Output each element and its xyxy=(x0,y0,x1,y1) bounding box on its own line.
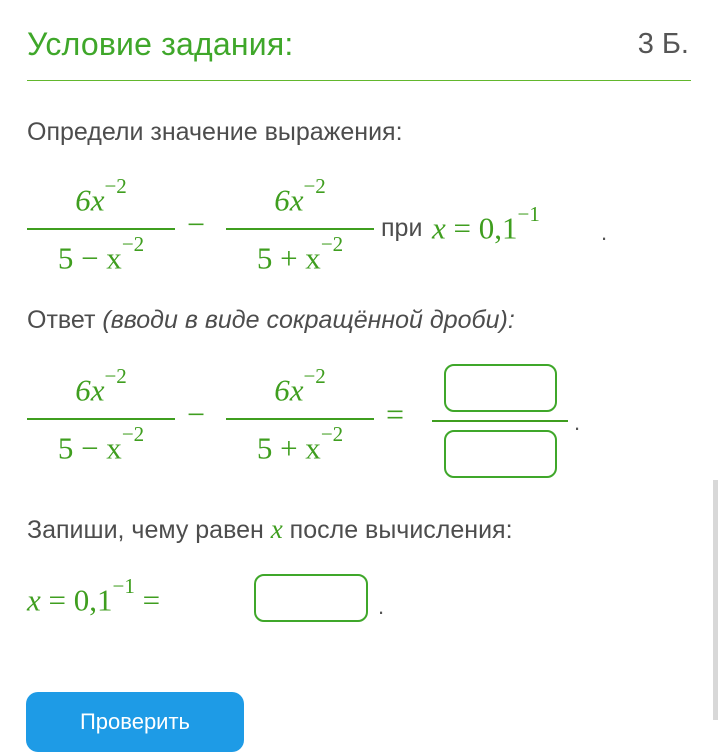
x-value-input[interactable] xyxy=(254,574,368,622)
frac1-denominator: 5 − x xyxy=(57,430,122,466)
frac1-denominator-exp: −2 xyxy=(121,422,145,446)
answer-label-prefix: Ответ xyxy=(27,306,96,334)
minus-sign: − xyxy=(187,206,206,242)
fraction-bar xyxy=(226,418,374,420)
period: . xyxy=(601,220,608,245)
fraction-2 xyxy=(226,364,374,470)
x-eq2: = xyxy=(142,582,161,618)
fraction-1 xyxy=(27,174,175,280)
x-lhs-var: x xyxy=(27,582,41,618)
task-prompt: Определи значение выражения: xyxy=(27,118,403,146)
condition-word: при xyxy=(381,214,423,242)
condition xyxy=(432,202,540,246)
condition-exp: −1 xyxy=(517,202,540,226)
answer-numerator-input[interactable] xyxy=(444,364,557,412)
check-button[interactable]: Проверить xyxy=(26,692,244,752)
x-exp: −1 xyxy=(112,574,135,598)
answer-denominator-input[interactable] xyxy=(444,430,557,478)
task-header xyxy=(27,22,691,81)
fraction-1 xyxy=(27,364,175,470)
frac2-denominator: 5 + x xyxy=(256,240,321,276)
frac1-numerator-exp: −2 xyxy=(104,364,127,388)
frac2-denominator-exp: −2 xyxy=(320,232,344,256)
task-title: Условие задания: xyxy=(27,26,294,62)
x-prompt-after: после вычисления: xyxy=(289,516,513,544)
x-prompt-before: Запиши, чему равен xyxy=(27,516,264,544)
x-eq1: = xyxy=(48,582,66,618)
frac1-numerator: 6x xyxy=(75,372,105,408)
frac2-numerator: 6x xyxy=(274,182,304,218)
fraction-bar xyxy=(27,228,175,230)
answer-fraction-bar xyxy=(432,420,568,422)
scrollbar[interactable] xyxy=(713,480,718,720)
points-badge: 3 Б. xyxy=(637,28,689,60)
frac1-numerator: 6x xyxy=(75,182,105,218)
frac1-denominator-exp: −2 xyxy=(121,232,145,256)
frac2-numerator-exp: −2 xyxy=(303,364,326,388)
x-equation xyxy=(27,574,161,618)
period: . xyxy=(574,410,581,435)
equals-sign: = xyxy=(386,396,405,432)
minus-sign: − xyxy=(187,396,206,432)
condition-eq: = xyxy=(453,210,471,246)
answer-label-hint: (вводи в виде сокращённой дроби): xyxy=(102,306,515,334)
x-value: 0,1 xyxy=(73,582,113,618)
frac1-numerator-exp: −2 xyxy=(104,174,127,198)
fraction-bar xyxy=(226,228,374,230)
frac2-denominator-exp: −2 xyxy=(320,422,344,446)
x-prompt-var: x xyxy=(270,514,283,544)
fraction-2 xyxy=(226,174,374,280)
frac1-denominator: 5 − x xyxy=(57,240,122,276)
frac2-denominator: 5 + x xyxy=(256,430,321,466)
frac2-numerator: 6x xyxy=(274,372,304,408)
condition-value: 0,1 xyxy=(478,210,518,246)
condition-var: x xyxy=(432,210,446,246)
frac2-numerator-exp: −2 xyxy=(303,174,326,198)
answer-label xyxy=(27,306,515,335)
period: . xyxy=(378,594,385,619)
fraction-bar xyxy=(27,418,175,420)
x-prompt xyxy=(27,514,513,545)
